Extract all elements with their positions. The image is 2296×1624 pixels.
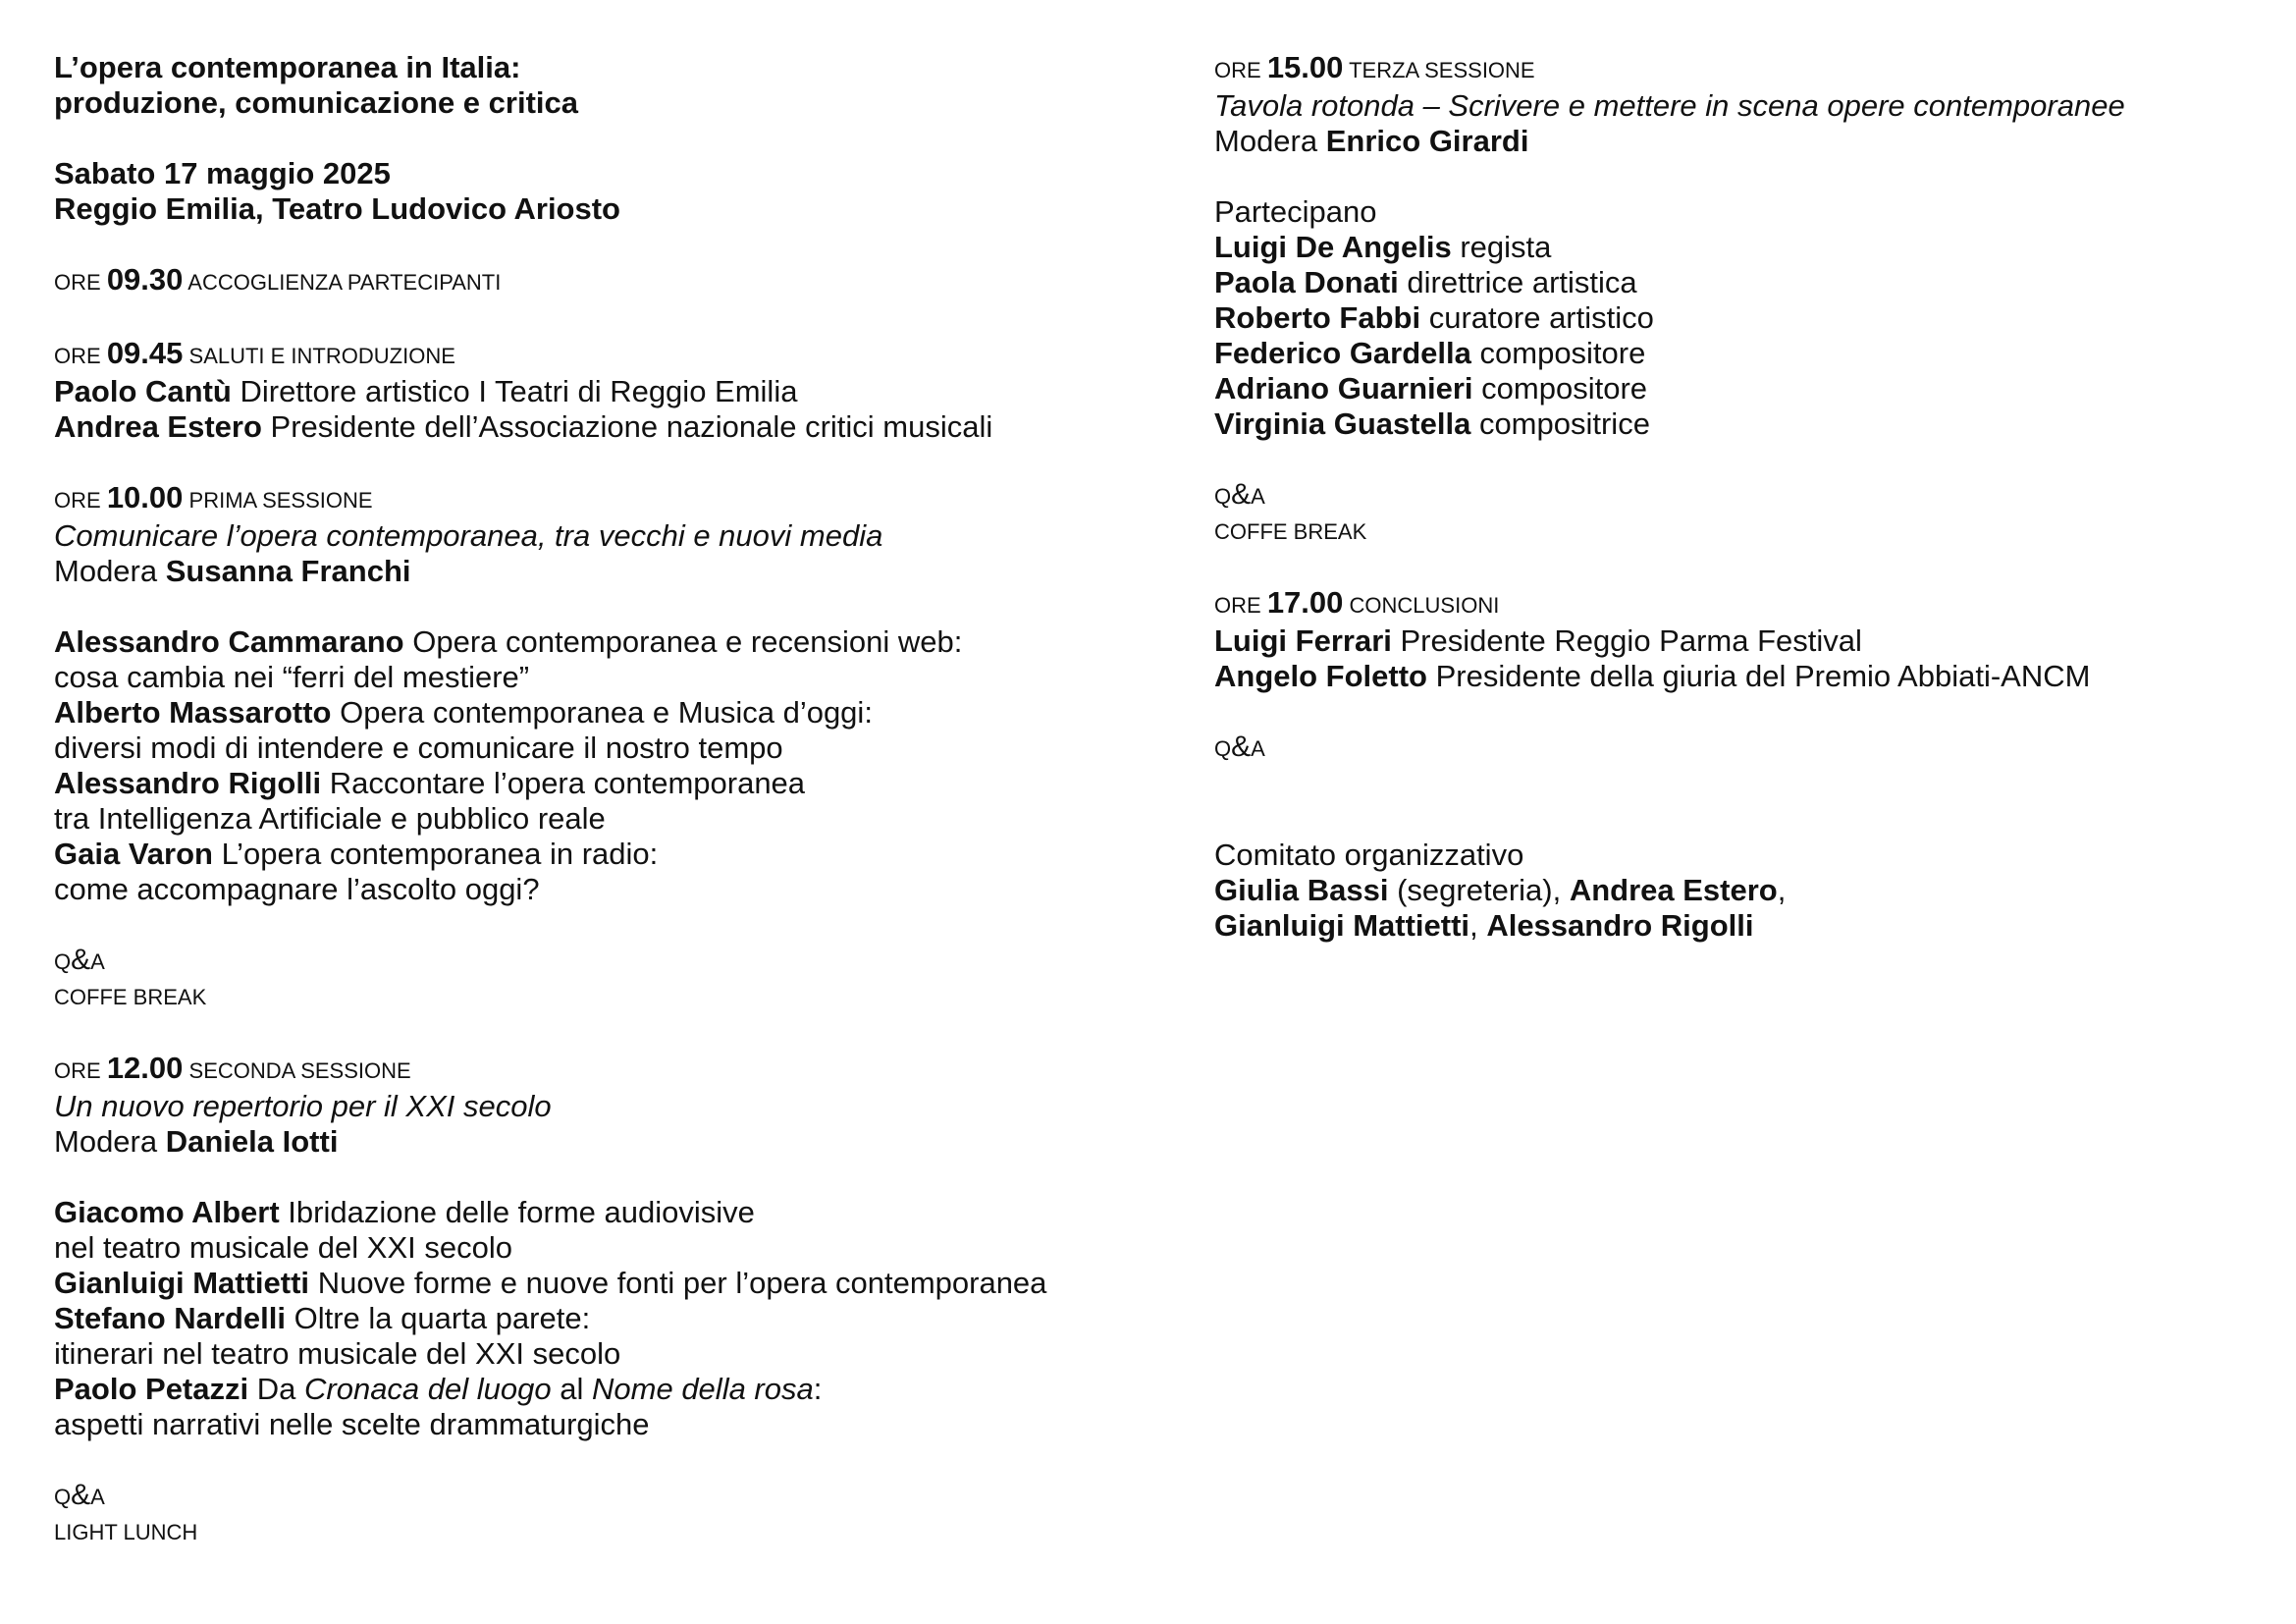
session-label-1200: SECONDA SESSIONE xyxy=(188,1058,411,1083)
qa-label: Q&A xyxy=(54,1479,105,1511)
page-title-line-2: produzione, comunicazione e critica xyxy=(54,85,578,120)
participant-role: curatore artistico xyxy=(1428,300,1654,335)
participant-name: Roberto Fabbi xyxy=(1214,300,1421,335)
talk-line xyxy=(54,1301,1153,1336)
talk-title: Oltre la quarta parete: xyxy=(294,1301,591,1335)
speaker-name: Gianluigi Mattietti xyxy=(54,1266,310,1300)
committee-member: Giulia Bassi xyxy=(1214,873,1389,907)
talk-title: Ibridazione delle forme audiovisive xyxy=(288,1195,755,1229)
break-label: COFFE BREAK xyxy=(54,985,207,1009)
talk-line xyxy=(54,837,1153,872)
session-topic: Un nuovo repertorio per il XXI secolo xyxy=(54,1089,552,1123)
schedule-1700: ORE 17.00 CONCLUSIONI xyxy=(1214,585,1500,620)
schedule-1000: ORE 10.00 PRIMA SESSIONE xyxy=(54,480,373,514)
time-1000: 10.00 xyxy=(106,480,184,514)
talk-line: Paolo Petazzi Da Cronaca del luogo al Nome della rosa: xyxy=(54,1372,823,1406)
time-0930: 09.30 xyxy=(106,262,184,297)
speaker-name: Alessandro Cammarano xyxy=(54,624,404,659)
speaker-name: Stefano Nardelli xyxy=(54,1301,286,1335)
talk-title-continued: come accompagnare l’ascolto oggi? xyxy=(54,872,540,906)
talk-title-continued: cosa cambia nei “ferri del mestiere” xyxy=(54,660,530,694)
participant-role: direttrice artistica xyxy=(1407,265,1637,299)
schedule-0945: ORE 09.45 SALUTI E INTRODUZIONE xyxy=(54,336,455,370)
speaker-name: Alberto Massarotto xyxy=(54,695,332,730)
speaker-name: Giacomo Albert xyxy=(54,1195,280,1229)
speaker-line xyxy=(1214,659,2245,694)
session-label-1700: CONCLUSIONI xyxy=(1349,593,1500,618)
talk-title-continued: aspetti narrativi nelle scelte drammaturgiche xyxy=(54,1407,650,1441)
event-date: Sabato 17 maggio 2025 xyxy=(54,156,391,190)
time-1700: 17.00 xyxy=(1266,585,1344,620)
session-label-1000: PRIMA SESSIONE xyxy=(188,488,373,513)
committee-line-2: Gianluigi Mattietti, Alessandro Rigolli xyxy=(1214,908,1754,943)
participant-line xyxy=(1214,371,2245,406)
speaker-line xyxy=(1214,623,2245,659)
schedule-1200: ORE 12.00 SECONDA SESSIONE xyxy=(54,1051,411,1085)
participant-line xyxy=(1214,406,2245,442)
talk-line xyxy=(54,1266,1153,1301)
moderator-line: Modera Susanna Franchi xyxy=(54,554,411,588)
moderator-name: Daniela Iotti xyxy=(165,1124,339,1159)
committee-member: Andrea Estero xyxy=(1569,873,1778,907)
speaker-name: Angelo Foletto xyxy=(1214,659,1427,693)
committee-label: Comitato organizzativo xyxy=(1214,838,1524,872)
speaker-name: Luigi Ferrari xyxy=(1214,623,1392,658)
time-0945: 09.45 xyxy=(106,336,184,370)
speaker-name: Alessandro Rigolli xyxy=(54,766,322,800)
qa-label: Q&A xyxy=(1214,478,1265,511)
participant-name: Adriano Guarnieri xyxy=(1214,371,1473,406)
talk-line xyxy=(54,766,1153,801)
speaker-name: Andrea Estero xyxy=(54,409,262,444)
time-1200: 12.00 xyxy=(106,1051,184,1085)
talk-line xyxy=(54,624,1153,660)
talk-title: Opera contemporanea e recensioni web: xyxy=(412,624,963,659)
moderator-line: Modera Daniela Iotti xyxy=(54,1124,339,1159)
qa-label: Q&A xyxy=(54,944,105,976)
speaker-role: Presidente Reggio Parma Festival xyxy=(1400,623,1862,658)
talk-title: Nuove forme e nuove fonti per l’opera contemporanea xyxy=(317,1266,1047,1300)
session-topic: Tavola rotonda – Scrivere e mettere in scena opere contemporanee xyxy=(1214,88,2125,123)
participant-role: compositore xyxy=(1481,371,1648,406)
committee-line-1: Giulia Bassi (segreteria), Andrea Estero, xyxy=(1214,873,1787,907)
schedule-0930: ORE 09.30 ACCOGLIENZA PARTECIPANTI xyxy=(54,262,502,297)
speaker-name: Paolo Petazzi xyxy=(54,1372,249,1406)
participant-role: regista xyxy=(1460,230,1552,264)
participant-name: Virginia Guastella xyxy=(1214,406,1471,441)
participant-name: Federico Gardella xyxy=(1214,336,1471,370)
committee-member: Gianluigi Mattietti xyxy=(1214,908,1470,943)
session-label-1500: TERZA SESSIONE xyxy=(1349,58,1535,82)
session-label-0930: ACCOGLIENZA PARTECIPANTI xyxy=(187,270,502,295)
schedule-1500: ORE 15.00 TERZA SESSIONE xyxy=(1214,50,1535,84)
event-venue: Reggio Emilia, Teatro Ludovico Ariosto xyxy=(54,191,620,226)
page-title-line-1: L’opera contemporanea in Italia: xyxy=(54,50,521,84)
moderator-line: Modera Enrico Girardi xyxy=(1214,124,1529,158)
participant-line xyxy=(1214,300,2245,336)
participant-name: Luigi De Angelis xyxy=(1214,230,1452,264)
committee-member: Alessandro Rigolli xyxy=(1486,908,1754,943)
participant-name: Paola Donati xyxy=(1214,265,1399,299)
speaker-name: Gaia Varon xyxy=(54,837,213,871)
speaker-role: Presidente della giuria del Premio Abbiati-ANCM xyxy=(1435,659,2091,693)
right-column xyxy=(1214,50,2245,944)
time-1500: 15.00 xyxy=(1266,50,1344,84)
participants-label: Partecipano xyxy=(1214,194,1377,229)
session-topic: Comunicare l’opera contemporanea, tra vecchi e nuovi media xyxy=(54,518,883,553)
speaker-role: Direttore artistico I Teatri di Reggio Emilia xyxy=(240,374,798,408)
talk-title: L’opera contemporanea in radio: xyxy=(221,837,659,871)
talk-title: Raccontare l’opera contemporanea xyxy=(329,766,806,800)
talk-line xyxy=(54,695,1153,731)
talk-line xyxy=(54,1195,1153,1230)
talk-title-continued: tra Intelligenza Artificiale e pubblico reale xyxy=(54,801,606,836)
speaker-name: Paolo Cantù xyxy=(54,374,232,408)
speaker-role: Presidente dell’Associazione nazionale critici musicali xyxy=(270,409,993,444)
participant-line xyxy=(1214,230,2245,265)
break-label: LIGHT LUNCH xyxy=(54,1520,198,1544)
qa-label: Q&A xyxy=(1214,731,1265,763)
talk-title: Opera contemporanea e Musica d’oggi: xyxy=(340,695,873,730)
speaker-line xyxy=(54,374,1153,409)
talk-title-continued: nel teatro musicale del XXI secolo xyxy=(54,1230,512,1265)
break-label: COFFE BREAK xyxy=(1214,519,1367,544)
participant-role: compositrice xyxy=(1478,406,1650,441)
moderator-name: Enrico Girardi xyxy=(1325,124,1529,158)
participant-line xyxy=(1214,336,2245,371)
participant-role: compositore xyxy=(1479,336,1646,370)
session-label-0945: SALUTI E INTRODUZIONE xyxy=(188,344,455,368)
moderator-name: Susanna Franchi xyxy=(165,554,411,588)
talk-title-continued: diversi modi di intendere e comunicare il nostro tempo xyxy=(54,731,783,765)
left-column xyxy=(54,50,1153,1550)
participant-line xyxy=(1214,265,2245,300)
talk-title-continued: itinerari nel teatro musicale del XXI secolo xyxy=(54,1336,621,1371)
speaker-line xyxy=(54,409,1153,445)
